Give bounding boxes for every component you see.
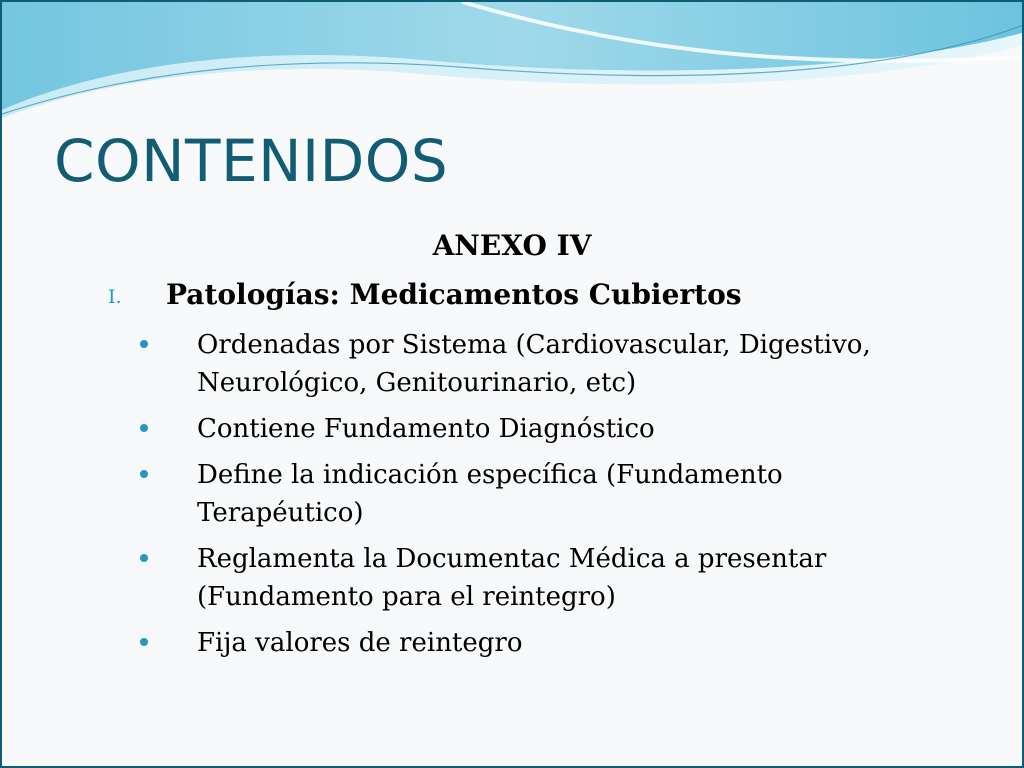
section-title: ANEXO IV bbox=[432, 229, 592, 262]
bullet-dot-icon bbox=[140, 424, 148, 432]
bullet-item bbox=[2, 456, 1024, 532]
bullet-dot-icon bbox=[140, 554, 148, 562]
slide-content bbox=[2, 224, 1024, 670]
bullet-item bbox=[2, 326, 1024, 402]
roman-item-text: Patologías: Medicamentos Cubiertos bbox=[166, 278, 742, 311]
bullet-list bbox=[2, 326, 1024, 662]
bullet-text: Fija valores de reintegro bbox=[197, 628, 523, 658]
bullet-dot-icon bbox=[140, 470, 148, 478]
roman-numeral-marker: I. bbox=[108, 286, 122, 308]
bullet-item bbox=[2, 540, 1024, 616]
bullet-text: Reglamenta la Documentac Médica a presentar (Fundamento para el reintegro) bbox=[197, 544, 827, 612]
bullet-text: Ordenadas por Sistema (Cardiovascular, Digestivo, Neurológico, Genitourinario, etc) bbox=[197, 330, 871, 398]
bullet-dot-icon bbox=[140, 340, 148, 348]
bullet-text: Contiene Fundamento Diagnóstico bbox=[197, 414, 655, 444]
bullet-item bbox=[2, 624, 1024, 662]
bullet-text: Define la indicación específica (Fundamento Terapéutico) bbox=[197, 460, 783, 528]
header-wave-decoration bbox=[2, 2, 1024, 132]
bullet-dot-icon bbox=[140, 638, 148, 646]
slide-title: CONTENIDOS bbox=[54, 127, 449, 195]
bullet-item bbox=[2, 410, 1024, 448]
roman-list-item bbox=[2, 268, 1024, 326]
